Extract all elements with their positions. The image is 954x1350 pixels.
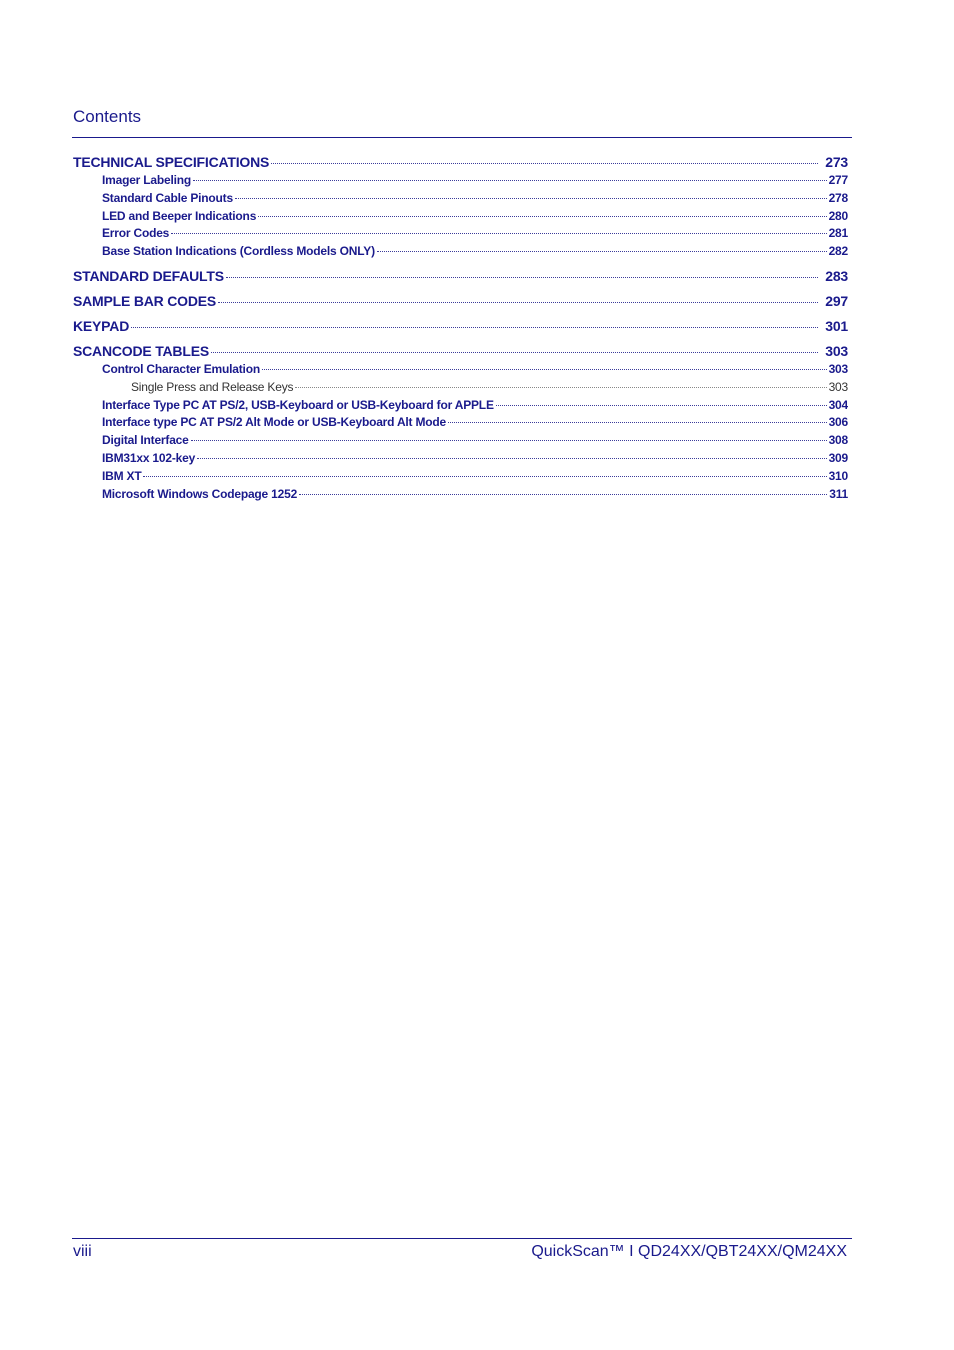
toc-entry-interface-pc-at-ps2-alt-mode[interactable] [102, 414, 848, 432]
toc-entry-sample-bar-codes[interactable] [73, 292, 848, 311]
toc-entry-label: IBM XT [102, 468, 142, 483]
header-rule [72, 137, 852, 138]
toc-entry-label: Imager Labeling [102, 173, 192, 187]
toc-leader [496, 405, 827, 406]
toc-leader [377, 251, 827, 252]
toc-entry-keypad[interactable] [73, 317, 848, 336]
toc-leader [226, 277, 818, 278]
toc-entry-label: Microsoft Windows Codepage 1252 [102, 486, 298, 501]
toc-leader [448, 422, 827, 423]
toc-page-number: 280 [828, 208, 848, 223]
toc-entry-label: Standard Cable Pinouts [102, 190, 233, 205]
toc-entry-label: Control Character Emulation [102, 361, 260, 376]
toc-page-number: 311 [829, 486, 848, 501]
toc-entry-label: Error Codes [102, 226, 170, 241]
table-of-contents [73, 153, 848, 503]
toc-leader [131, 327, 818, 328]
toc-entry-ibm31xx-102-key[interactable] [102, 450, 848, 468]
toc-entry-interface-pc-at-ps2-usb-keyboard[interactable] [102, 397, 848, 415]
toc-leader [258, 216, 826, 217]
footer-rule [72, 1238, 852, 1239]
toc-entry-label: SCANCODE TABLES [73, 342, 209, 359]
toc-entry-technical-specifications[interactable] [73, 153, 848, 172]
toc-entry-error-codes[interactable] [102, 225, 848, 243]
toc-entry-label: Single Press and Release Keys [131, 379, 294, 394]
toc-entry-digital-interface[interactable] [102, 432, 848, 450]
footer-product-name: QuickScan™ I QD24XX/QBT24XX/QM24XX [531, 1243, 847, 1260]
toc-leader [193, 180, 827, 181]
toc-entry-ibm-xt[interactable] [102, 468, 848, 486]
toc-entry-base-station-indications[interactable] [102, 243, 848, 261]
header-title: Contents [73, 107, 142, 126]
toc-page-number: 303 [828, 361, 848, 376]
toc-entry-standard-defaults[interactable] [73, 267, 848, 286]
toc-page-number: 303 [828, 379, 848, 394]
footer-page-number: viii [73, 1243, 92, 1260]
toc-entry-scancode-tables[interactable] [73, 342, 848, 361]
toc-leader [211, 352, 818, 353]
toc-leader [143, 476, 826, 477]
toc-entry-standard-cable-pinouts[interactable] [102, 190, 848, 208]
toc-page-number: 278 [828, 190, 848, 205]
toc-entry-label: IBM31xx 102-key [102, 450, 196, 465]
toc-entry-label: SAMPLE BAR CODES [73, 292, 217, 309]
toc-leader [191, 440, 827, 441]
toc-page-number: 273 [825, 154, 848, 170]
toc-page-number: 304 [828, 397, 848, 412]
toc-leader [271, 163, 818, 164]
toc-page-number: 277 [828, 173, 848, 187]
toc-entry-imager-labeling[interactable] [102, 172, 848, 190]
toc-leader [171, 233, 826, 234]
toc-page-number: 297 [825, 292, 848, 309]
toc-page-number: 301 [825, 317, 848, 334]
toc-entry-control-character-emulation[interactable] [102, 361, 848, 379]
toc-page-number: 310 [828, 468, 848, 483]
toc-entry-microsoft-windows-codepage-1252[interactable] [102, 486, 848, 504]
toc-page-number: 306 [828, 415, 848, 430]
toc-page-number: 281 [828, 226, 848, 241]
toc-entry-label: Interface Type PC AT PS/2, USB-Keyboard or USB-Keyboard for APPLE [102, 397, 494, 412]
toc-entry-single-press-release-keys[interactable] [131, 379, 848, 397]
toc-entry-label: TECHNICAL SPECIFICATIONS [73, 154, 270, 170]
toc-entry-label: STANDARD DEFAULTS [73, 267, 224, 284]
toc-entry-label: LED and Beeper Indications [102, 208, 257, 223]
toc-leader [235, 198, 827, 199]
toc-page-number: 309 [828, 450, 848, 465]
toc-entry-label: Digital Interface [102, 433, 189, 448]
toc-page-number: 282 [828, 244, 848, 259]
toc-page-number: 303 [825, 342, 848, 359]
toc-entry-label: KEYPAD [73, 317, 130, 334]
toc-leader [262, 369, 827, 370]
toc-page-number: 283 [825, 267, 848, 284]
toc-entry-led-beeper-indications[interactable] [102, 208, 848, 226]
toc-leader [295, 387, 826, 388]
toc-page-number: 308 [828, 433, 848, 448]
toc-leader [197, 458, 827, 459]
toc-entry-label: Interface type PC AT PS/2 Alt Mode or USB-Keyboard Alt Mode [102, 415, 447, 430]
toc-leader [299, 494, 827, 495]
toc-entry-label: Base Station Indications (Cordless Models ONLY) [102, 244, 375, 259]
toc-leader [218, 302, 818, 303]
